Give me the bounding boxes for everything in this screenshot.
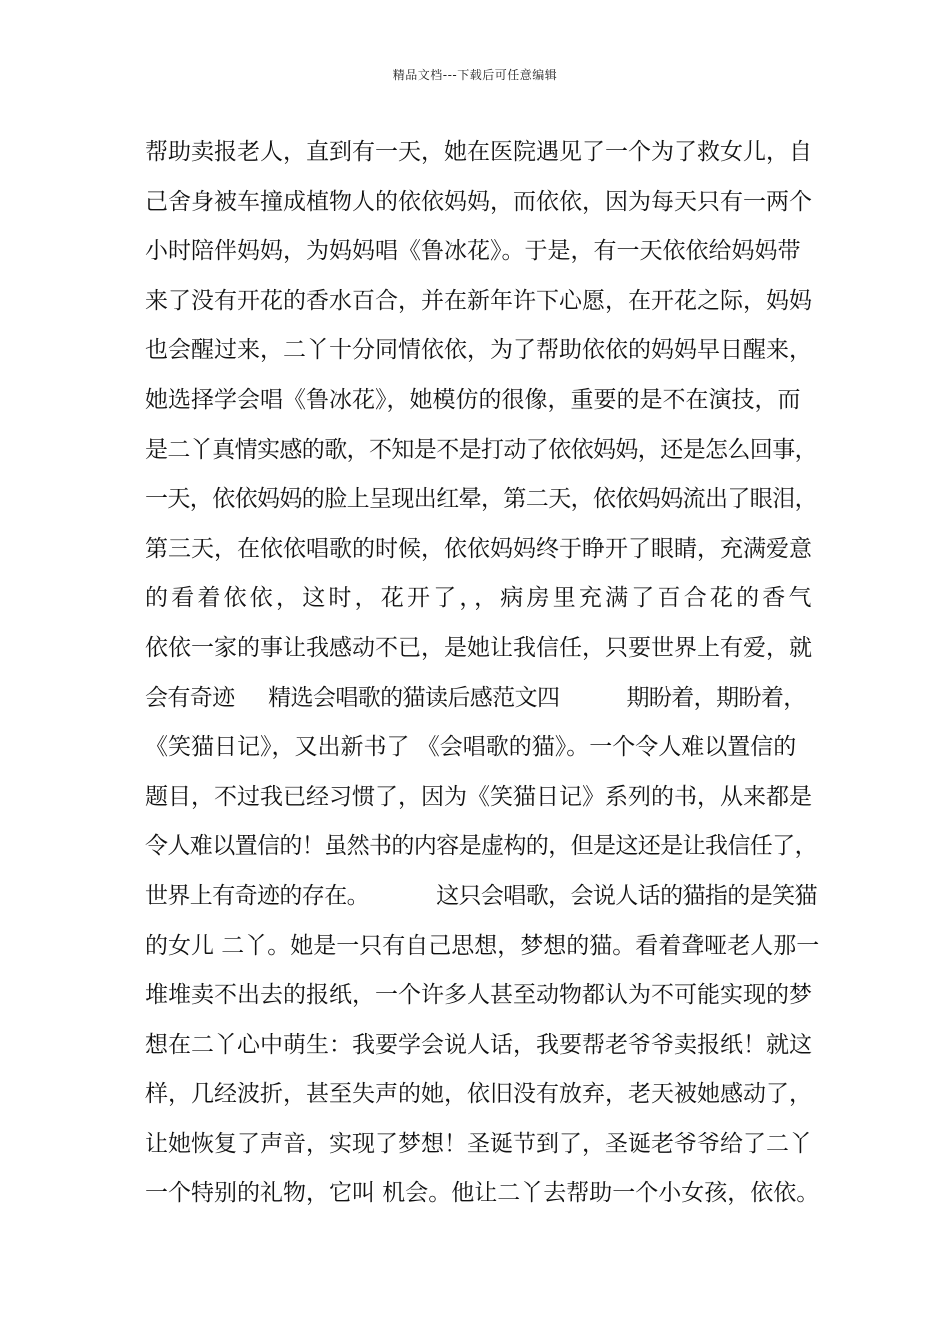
text-line: 依依一家的事让我感动不已，是她让我信任，只要世界上有爱，就 [145, 634, 812, 661]
text-line: 世界上有奇迹的存在。 这只会唱歌，会说人话的猫指的是笑猫 [145, 882, 817, 909]
text-line: 想在二丫心中萌生：我要学会说人话，我要帮老爷爷卖报纸！就这 [145, 1031, 812, 1058]
text-line: 《笑猫日记》，又出新书了 《会唱歌的猫》。一个令人难以置信的 [145, 734, 797, 761]
text-line: 己舍身被车撞成植物人的依依妈妈，而依依，因为每天只有一两个 [145, 188, 812, 215]
text-line: 堆堆卖不出去的报纸，一个许多人甚至动物都认为不可能实现的梦 [145, 982, 812, 1009]
text-line: 让她恢复了声音，实现了梦想！圣诞节到了，圣诞老爷爷给了二丫 [145, 1130, 812, 1157]
text-line: 的女儿 二丫。她是一只有自己思想，梦想的猫。看着聋哑老人那一 [145, 932, 820, 959]
text-line: 一天，依依妈妈的脸上呈现出红晕，第二天，依依妈妈流出了眼泪， [145, 486, 818, 513]
text-line: 帮助卖报老人，直到有一天，她在医院遇见了一个为了救女儿，自 [145, 139, 812, 165]
page-header: 精品文档---下载后可任意编辑 [392, 68, 558, 82]
text-line: 的看着依依，这时，花开了，，病房里充满了百合花的香气 [145, 585, 815, 612]
text-line: 会有奇迹 精选会唱歌的猫读后感范文四 期盼着，期盼着， [145, 684, 806, 711]
text-line: 一个特别的礼物，它叫 机会。他让二丫去帮助一个小女孩，依依。 [145, 1180, 820, 1207]
text-line: 小时陪伴妈妈，为妈妈唱《鲁冰花》。于是，有一天依依给妈妈带 [145, 238, 801, 265]
text-line: 第三天，在依依唱歌的时候，依依妈妈终于睁开了眼睛，充满爱意 [145, 535, 812, 562]
text-line: 样，几经波折，甚至失声的她，依旧没有放弃，老天被她感动了， [145, 1081, 812, 1108]
text-line: 她选择学会唱《鲁冰花》，她模仿的很像，重要的是不在演技，而 [145, 386, 801, 413]
text-line: 令人难以置信的！虽然书的内容是虚构的，但是这还是让我信任了， [145, 833, 818, 860]
text-line: 来了没有开花的香水百合，并在新年许下心愿，在开花之际，妈妈 [145, 287, 812, 314]
text-line: 也会醒过来，二丫十分同情依依，为了帮助依依的妈妈早日醒来， [145, 337, 812, 364]
text-line: 题目，不过我已经习惯了，因为《笑猫日记》系列的书，从来都是 [145, 783, 812, 810]
text-line: 是二丫真情实感的歌，不知是不是打动了依依妈妈，还是怎么回事， [145, 436, 818, 463]
document-body [145, 128, 835, 1219]
